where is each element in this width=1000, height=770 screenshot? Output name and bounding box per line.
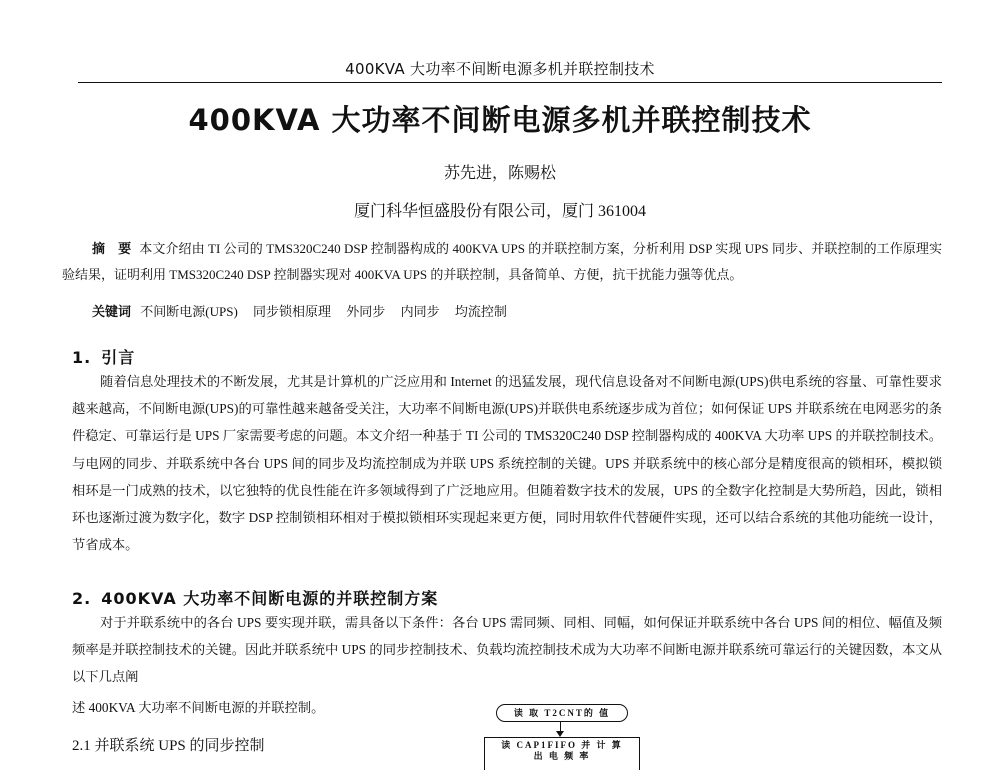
keyword: 均流控制 [454, 304, 507, 319]
section-title: 引言 [101, 348, 136, 367]
keyword: 不间断电源(UPS) [140, 304, 238, 319]
paper-title: 400KVA 大功率不间断电源多机并联控制技术 [188, 103, 812, 137]
flowchart-step-read-cap1fifo [484, 737, 640, 770]
flowchart-step-line: 出 电 频 率 [533, 751, 591, 761]
intro-paragraph: 随着信息处理技术的不断发展，尤其是计算机的广泛应用和 Internet 的迅猛发展，现代信息设备对不间断电源(UPS)供电系统的容量、可靠性要求越来越高，不间断电源(UPS)的可靠性越来越备受关注，大功率不间断电源(UPS)并联供电系统逐步成为首位；如何保证 UPS 并联系统在电网恶劣的条件稳定、可靠运行是 UPS 厂家需要考虑的问题。本文介绍一种基于 TI 公司的 TMS320C240 DSP 控制器构成的 400KVA 大功率 UPS 的并联控制技术。与电网的同步、并联系统中各台 UPS 间的同步及均流控制成为并联 UPS 系统控制的关键。UPS 并联系统中的核心部分是精度很高的锁相环，模拟锁相环是一门成熟的技术，以它独特的优良性能在许多领域得到了广泛地应用。但随着数字技术的发展，UPS 的全数字化控制是大势所趋，因此，锁相环也逐渐过渡为数字化，数字 DSP 控制锁相环相对于模拟锁相环实现起来更方便，同时用软件代替硬件实现，还可以结合系统的其他功能统一设计，节省成本。 [72, 374, 942, 553]
keyword: 外同步 [346, 304, 386, 319]
flowchart-step-read-t2cnt: 读 取 T2CNT的 值 [496, 704, 628, 722]
section-heading-intro [72, 345, 135, 368]
section-title: 400KVA 大功率不间断电源的并联控制方案 [101, 589, 439, 608]
abstract-text: 本文介绍由 TI 公司的 TMS320C240 DSP 控制器构成的 400KVA UPS 的并联控制方案，分析利用 DSP 实现 UPS 同步、并联控制的工作原理实验结果，证明利用 TMS320C240 DSP 控制器实现对 400KVA UPS 的并联控制，具备简单、方便，抗干扰能力强等优点。 [62, 241, 942, 282]
running-header: 400KVA 大功率不间断电源多机并联控制技术 [345, 60, 655, 78]
keywords-label: 关键词 [92, 304, 132, 319]
section-number: 2. [72, 589, 92, 608]
abstract-label: 摘 要 [92, 241, 132, 256]
scheme-paragraph: 对于并联系统中的各台 UPS 要实现并联，需具备以下条件：各台 UPS 需同频、同相、同幅，如何保证并联系统中各台 UPS 间的相位、幅值及频频率是并联控制技术的关键。因此并联系统中 UPS 的同步控制技术、负载均流控制技术成为大功率不间断电源并联系统可靠运行的关键因数，本文从以下几点阐 [72, 615, 942, 685]
flowchart-step-line: 读 CAP1FIFO 并 计 算 [501, 740, 623, 750]
section-heading-scheme [72, 586, 438, 609]
keyword: 内同步 [400, 304, 440, 319]
keyword: 同步锁相原理 [253, 304, 332, 319]
author-list: 苏先进，陈赐松 [443, 165, 556, 182]
keywords [92, 301, 942, 320]
abstract [62, 236, 942, 288]
header-rule [78, 82, 942, 83]
section-number: 1. [72, 348, 92, 367]
scheme-paragraph-continuation: 述 400KVA 大功率不间断电源的并联控制。 [72, 700, 325, 715]
affiliation: 厦门科华恒盛股份有限公司，厦门 361004 [353, 203, 646, 220]
subsection-heading: 2.1 并联系统 UPS 的同步控制 [72, 738, 265, 754]
